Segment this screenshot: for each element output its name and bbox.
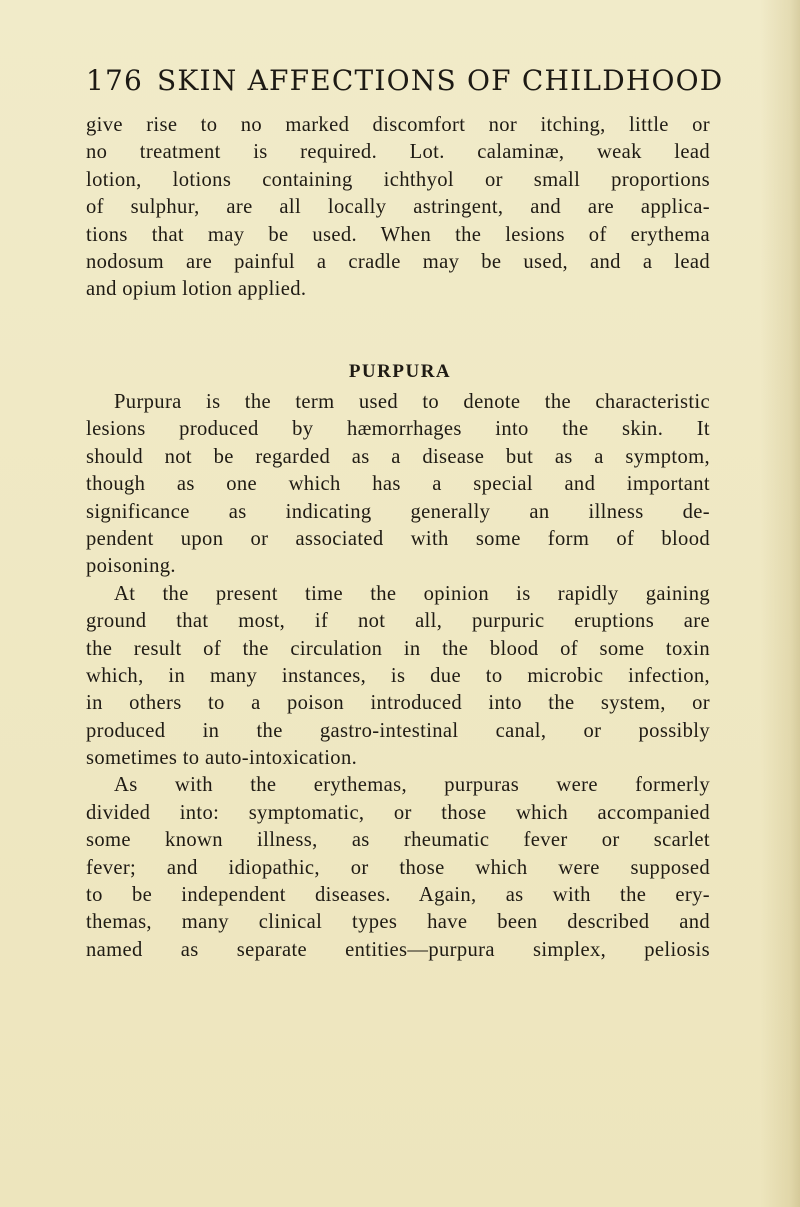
- text-line: As with the erythemas, purpuras were formerly: [114, 774, 710, 797]
- text-line: though as one which has a special and important: [86, 473, 710, 496]
- text-line: lotion, lotions containing ichthyol or small proportions: [86, 168, 710, 191]
- text-line: some known illness, as rheumatic fever or scarlet: [86, 829, 710, 852]
- running-title: SKIN AFFECTIONS OF CHILDHOOD: [157, 64, 724, 97]
- text-line: fever; and idiopathic, or those which were supposed: [86, 856, 710, 879]
- text-line: and opium lotion applied.: [86, 278, 307, 301]
- page-number: 176: [86, 64, 144, 97]
- page-header: [86, 64, 726, 97]
- text-line: of sulphur, are all locally astringent, and are applica-: [86, 196, 710, 219]
- text-line: divided into: symptomatic, or those which accompanied: [86, 801, 710, 824]
- text-line: significance as indicating generally an illness de-: [86, 500, 710, 523]
- text-line: no treatment is required. Lot. calaminæ, weak lead: [86, 141, 710, 164]
- text-line: ground that most, if not all, purpuric eruptions are: [86, 610, 710, 633]
- text-line: named as separate entities—purpura simplex, peliosis: [86, 938, 710, 961]
- text-line: Purpura is the term used to denote the characteristic: [114, 391, 710, 413]
- body-text: [86, 389, 710, 964]
- text-line: should not be regarded as a disease but as a symptom,: [86, 445, 710, 468]
- text-line: pendent upon or associated with some form of blood: [86, 527, 710, 550]
- text-line: themas, many clinical types have been described and: [86, 911, 710, 934]
- text-line: in others to a poison introduced into the system, or: [86, 692, 710, 715]
- text-line: give rise to no marked discomfort nor itching, little or: [86, 114, 710, 136]
- text-line: At the present time the opinion is rapidly gaining: [114, 582, 710, 605]
- text-line: to be independent diseases. Again, as with the ery-: [86, 884, 710, 907]
- text-line: the result of the circulation in the blood of some toxin: [86, 637, 710, 660]
- text-line: nodosum are painful a cradle may be used, and a lead: [86, 250, 710, 273]
- text-line: which, in many instances, is due to microbic infection,: [86, 664, 710, 687]
- text-line: tions that may be used. When the lesions of erythema: [86, 223, 710, 246]
- text-line: lesions produced by hæmorrhages into the skin. It: [86, 418, 710, 441]
- intro-paragraph: [86, 112, 710, 304]
- text-line: produced in the gastro-intestinal canal, or possibly: [86, 719, 710, 742]
- text-line: sometimes to auto-intoxication.: [86, 747, 358, 770]
- section-heading: PURPURA: [348, 361, 452, 382]
- text-line: poisoning.: [86, 555, 176, 578]
